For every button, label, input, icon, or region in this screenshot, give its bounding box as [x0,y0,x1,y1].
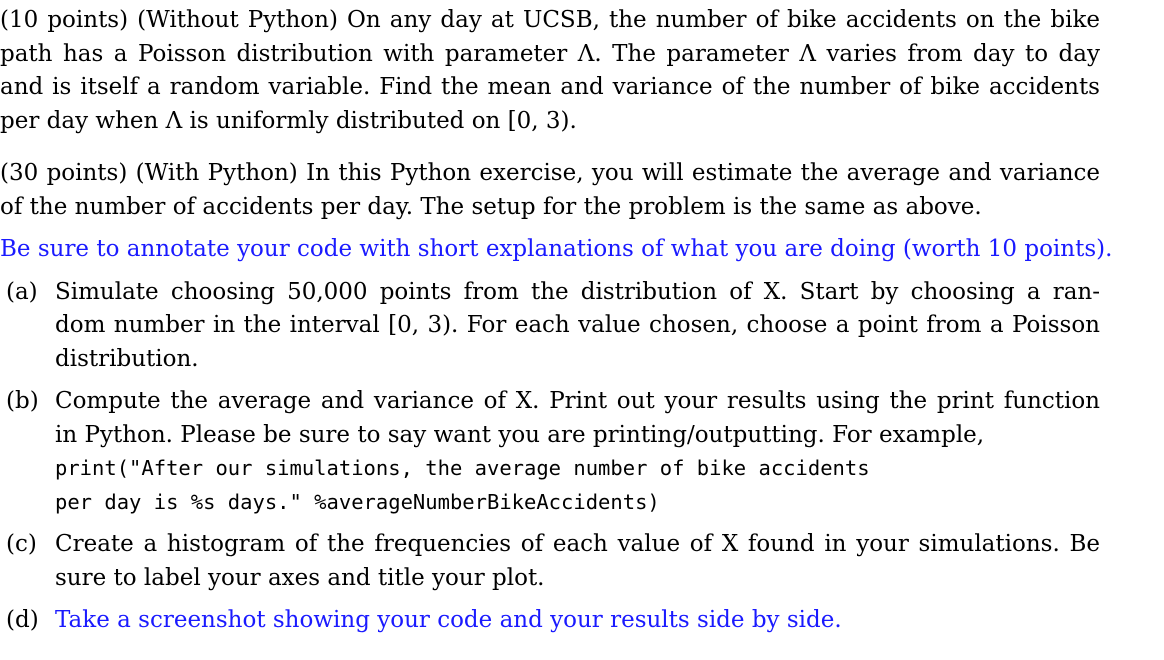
subproblem-a-line: Simulate choosing 50,000 points from the distribution of X. Start by choosing a ran- [55,278,1100,305]
subproblem-b [0,385,1100,519]
subproblem-a [0,276,1100,377]
subproblem-list [0,276,1100,638]
subproblem-a-line: dom number in the interval [0, 3). For each value chosen, choose a point from a Poisson [55,312,1100,338]
subproblem-c [0,528,1100,595]
subproblem-label: (d) [6,607,39,633]
problem-1-line: path has a Poisson distribution with parameter Λ. The parameter Λ varies from day to day [0,40,1100,67]
subproblem-label: (b) [6,388,39,414]
subproblem-label: (a) [6,278,38,305]
subproblem-a-line: distribution. [55,345,199,372]
subproblem-b-line: Compute the average and variance of X. Print out your results using the print function [55,388,1100,414]
problem-2-paragraph [0,157,1100,224]
problem-1-line: and is itself a random variable. Find the mean and variance of the number of bike accidents [0,74,1100,100]
subproblem-c-line: Create a histogram of the frequencies of each value of X found in your simulations. Be [55,531,1100,557]
subproblem-d [0,604,1100,638]
annotation-note: Be sure to annotate your code with short explanations of what you are doing (worth 10 points). [0,236,1113,262]
problem-2-line: of the number of accidents per day. The setup for the problem is the same as above. [0,193,982,220]
problem-2-line: (30 points) (With Python) In this Python exercise, you will estimate the average and variance [0,160,1100,186]
problem-1-line: per day when Λ is uniformly distributed on [0, 3). [0,107,577,134]
subproblem-c-line: sure to label your axes and title your plot. [55,564,545,591]
subproblem-d-text: Take a screenshot showing your code and your results side by side. [55,607,842,633]
subproblem-label: (c) [6,531,37,557]
problem-1-paragraph [0,4,1100,138]
code-example-line: per day is %s days." %averageNumberBikeAccidents) [55,489,660,514]
document-page [0,4,1113,647]
subproblem-b-line: in Python. Please be sure to say want you are printing/outputting. For example, [55,421,985,448]
code-example-line: print("After our simulations, the average number of bike accidents [55,456,870,480]
problem-1-line: (10 points) (Without Python) On any day at UCSB, the number of bike accidents on the bike [0,7,1100,33]
